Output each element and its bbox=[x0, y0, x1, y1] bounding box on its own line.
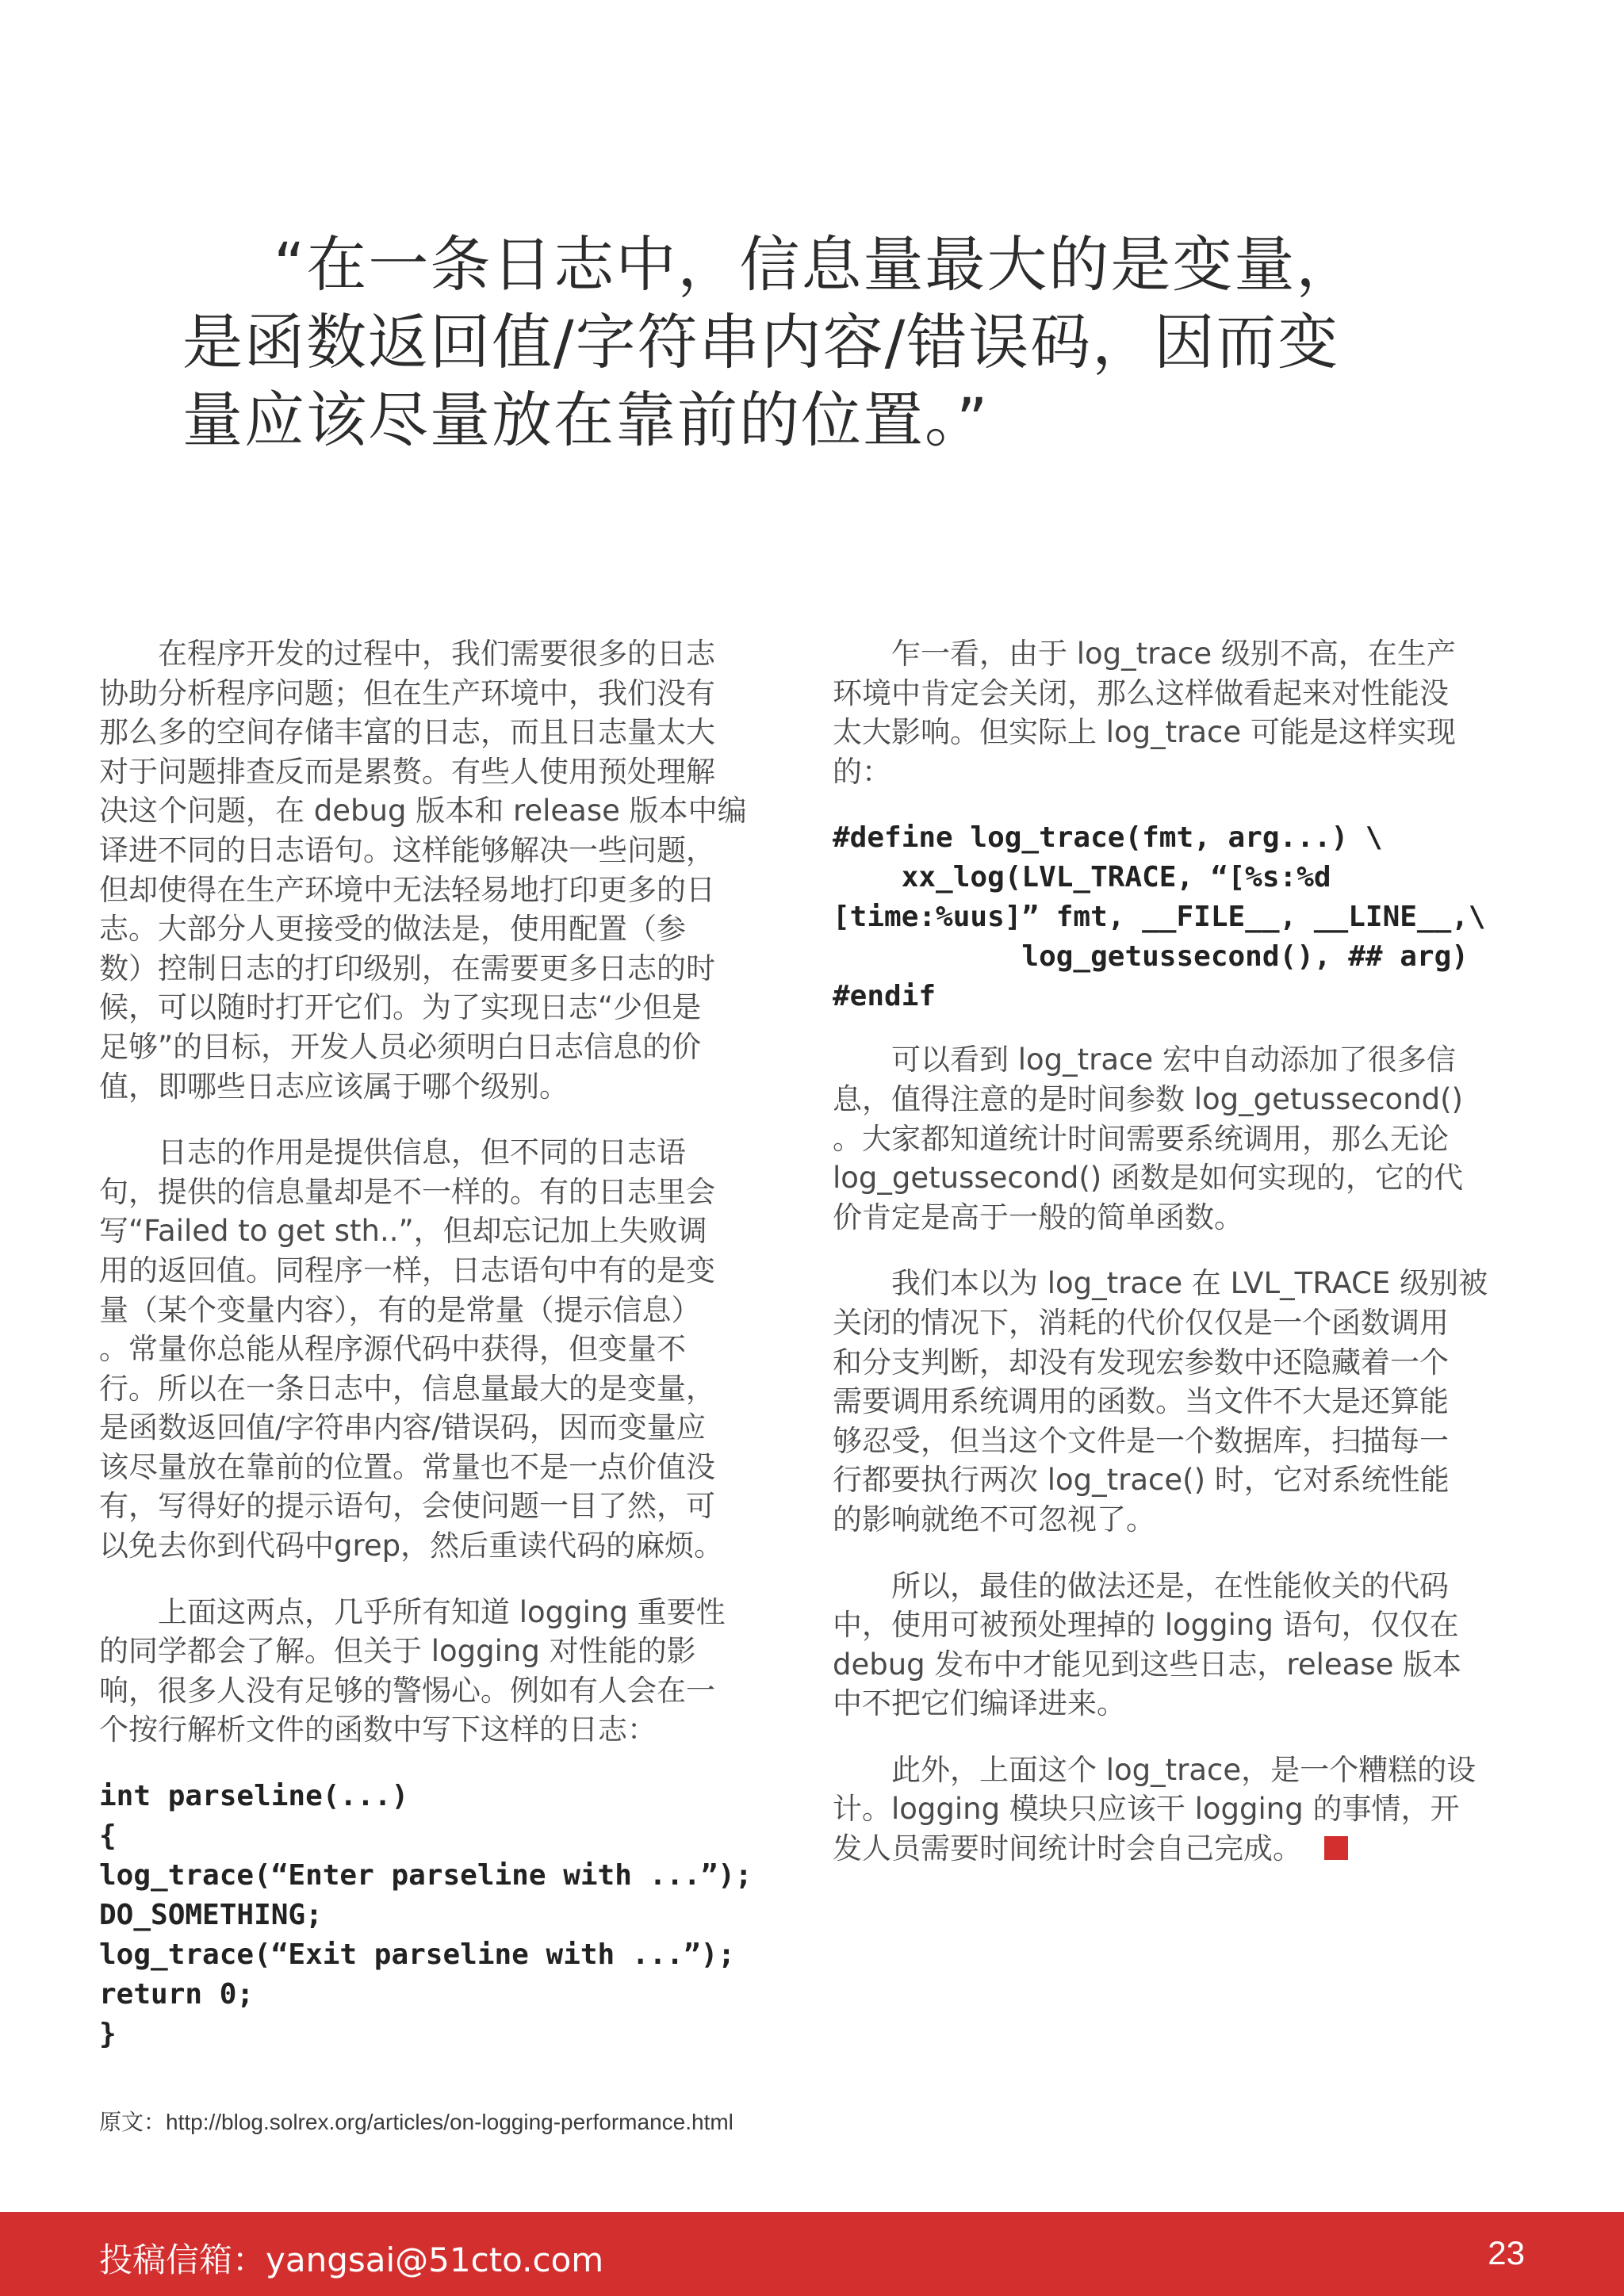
code-line: int parseline(...) bbox=[99, 1780, 409, 1813]
text-line: 环境中肯定会关闭，那么这样做看起来对性能没 bbox=[833, 675, 1449, 710]
text-line: 以免去你到代码中grep，然后重读代码的麻烦。 bbox=[99, 1529, 724, 1563]
text-line: 志。大部分人更接受的做法是，使用配置（参 bbox=[99, 912, 686, 947]
right-column bbox=[833, 634, 1526, 1896]
text-line: 值，即哪些日志应该属于哪个级别。 bbox=[99, 1069, 569, 1104]
pull-quote-line: “在一条日志中，信息量最大的是变量， bbox=[274, 229, 1358, 300]
code-line: { bbox=[99, 1820, 117, 1853]
text-line: 日志的作用是提供信息，但不同的日志语 bbox=[158, 1135, 686, 1170]
text-line: 所以，最佳的做法还是，在性能攸关的代码 bbox=[891, 1568, 1449, 1603]
text-line: 够忍受，但当这个文件是一个数据库，扫描每一 bbox=[833, 1423, 1449, 1458]
paragraph bbox=[833, 1264, 1526, 1539]
text-line: 关闭的情况下，消耗的代价仅仅是一个函数调用 bbox=[833, 1305, 1449, 1340]
left-column bbox=[99, 634, 793, 2078]
text-line: 上面这两点，几乎所有知道 logging 重要性 bbox=[158, 1594, 726, 1629]
text-line: 对于问题排查反而是累赘。有些人使用预处理解 bbox=[99, 754, 715, 789]
text-line: 的： bbox=[833, 754, 891, 789]
text-line: 是函数返回值/字符串内容/错误码，因而变量应 bbox=[99, 1410, 706, 1445]
text-line: 需要调用系统调用的函数。当文件不大是还算能 bbox=[833, 1384, 1449, 1419]
text-line: 协助分析程序问题；但在生产环境中，我们没有 bbox=[99, 675, 715, 710]
text-line: 数）控制日志的打印级别，在需要更多日志的时 bbox=[99, 951, 715, 985]
text-line: 太大影响。但实际上 log_trace 可能是这样实现 bbox=[833, 715, 1456, 750]
code-line: DO_SOMETHING; bbox=[99, 1899, 323, 1932]
text-line: 决这个问题，在 debug 版本和 release 版本中编 bbox=[99, 794, 747, 828]
page-number: 23 bbox=[1488, 2234, 1525, 2271]
code-block bbox=[833, 818, 1526, 1016]
code-line: log_getussecond(), ## arg) bbox=[833, 940, 1469, 974]
text-line: 的同学都会了解。但关于 logging 对性能的影 bbox=[99, 1634, 696, 1669]
code-line: [time:%uus]” fmt, __FILE__, __LINE__,\ bbox=[833, 901, 1486, 934]
text-line: 候，可以随时打开它们。为了实现日志“少但是 bbox=[99, 990, 702, 1025]
text-line: 发人员需要时间统计时会自己完成。 bbox=[833, 1829, 1526, 1869]
text-line: 用的返回值。同程序一样，日志语句中有的是变 bbox=[99, 1253, 715, 1288]
code-line: xx_log(LVL_TRACE, “[%s:%d bbox=[833, 861, 1331, 894]
text-line: 中不把它们编译进来。 bbox=[833, 1686, 1126, 1721]
text-line: 响，很多人没有足够的警惕心。例如有人会在一 bbox=[99, 1673, 715, 1708]
code-line: #endif bbox=[833, 980, 936, 1013]
text-line: 个按行解析文件的函数中写下这样的日志： bbox=[99, 1712, 657, 1747]
text-line: 在程序开发的过程中，我们需要很多的日志 bbox=[158, 637, 715, 671]
text-line: 句，提供的信息量却是不一样的。有的日志里会 bbox=[99, 1174, 715, 1209]
code-line: } bbox=[99, 2018, 117, 2051]
footer-bar bbox=[0, 2212, 1624, 2296]
code-block bbox=[99, 1777, 793, 2054]
text-line: 写“Failed to get sth..”，但却忘记加上失败调 bbox=[99, 1214, 707, 1249]
paragraph bbox=[833, 1567, 1526, 1724]
pull-quote bbox=[182, 226, 1467, 459]
text-line: 中，使用可被预处理掉的 logging 语句，仅仅在 bbox=[833, 1608, 1459, 1643]
paragraph bbox=[833, 634, 1526, 791]
paragraph bbox=[99, 1133, 793, 1566]
text-line: 有，写得好的提示语句，会使问题一目了然，可 bbox=[99, 1489, 715, 1524]
text-line: 此外，上面这个 log_trace，是一个糟糕的设 bbox=[891, 1752, 1477, 1787]
text-line: debug 发布中才能见到这些日志，release 版本 bbox=[833, 1647, 1462, 1682]
text-line: 量（某个变量内容），有的是常量（提示信息） bbox=[99, 1292, 701, 1327]
text-line: 行都要执行两次 log_trace() 时，它对系统性能 bbox=[833, 1463, 1450, 1498]
text-line: 。常量你总能从程序源代码中获得，但变量不 bbox=[99, 1332, 686, 1367]
code-line: return 0; bbox=[99, 1978, 255, 2011]
text-line: 我们本以为 log_trace 在 LVL_TRACE 级别被 bbox=[891, 1266, 1488, 1301]
code-line: log_trace(“Enter parseline with ...”); bbox=[99, 1859, 753, 1892]
paragraph bbox=[99, 634, 793, 1106]
text-line: 可以看到 log_trace 宏中自动添加了很多信 bbox=[891, 1043, 1456, 1077]
text-line: 那么多的空间存储丰富的日志，而且日志量太大 bbox=[99, 715, 715, 750]
paragraph-final bbox=[833, 1751, 1526, 1869]
text-line: log_getussecond() 函数是如何实现的，它的代 bbox=[833, 1161, 1463, 1196]
pull-quote-line: 量应该尽量放在靠前的位置。” bbox=[182, 385, 990, 455]
paragraph bbox=[833, 1040, 1526, 1237]
text-line: 计。logging 模块只应该干 logging 的事情，开 bbox=[833, 1792, 1460, 1827]
end-of-article-mark bbox=[1324, 1836, 1348, 1860]
text-line: 译进不同的日志语句。这样能够解决一些问题， bbox=[99, 832, 715, 867]
text-line: 价肯定是高于一般的简单函数。 bbox=[833, 1200, 1243, 1234]
paragraph bbox=[99, 1593, 793, 1750]
text-line: 该尽量放在靠前的位置。常量也不是一点价值没 bbox=[99, 1449, 715, 1484]
text-line: 乍一看，由于 log_trace 级别不高，在生产 bbox=[891, 637, 1456, 671]
text-line: 。大家都知道统计时间需要系统调用，那么无论 bbox=[833, 1121, 1449, 1156]
text-line: 和分支判断，却没有发现宏参数中还隐藏着一个 bbox=[833, 1345, 1449, 1380]
code-line: log_trace(“Exit parseline with ...”); bbox=[99, 1938, 735, 1972]
text-line: 足够”的目标，开发人员必须明白日志信息的价 bbox=[99, 1029, 702, 1064]
code-line: #define log_trace(fmt, arg...) \ bbox=[833, 821, 1383, 855]
pull-quote-line: 是函数返回值/字符串内容/错误码，因而变 bbox=[182, 307, 1340, 377]
submission-email: 投稿信箱：yangsai@51cto.com bbox=[99, 2241, 604, 2279]
text-line: 的影响就绝不可忽视了。 bbox=[833, 1502, 1155, 1536]
source-citation: 原文：http://blog.solrex.org/articles/on-logging-performance.html bbox=[99, 2110, 733, 2134]
text-line: 但却使得在生产环境中无法轻易地打印更多的日 bbox=[99, 872, 715, 907]
text-line: 息，值得注意的是时间参数 log_getussecond() bbox=[833, 1081, 1463, 1116]
text-line: 行。所以在一条日志中，信息量最大的是变量， bbox=[99, 1371, 715, 1406]
